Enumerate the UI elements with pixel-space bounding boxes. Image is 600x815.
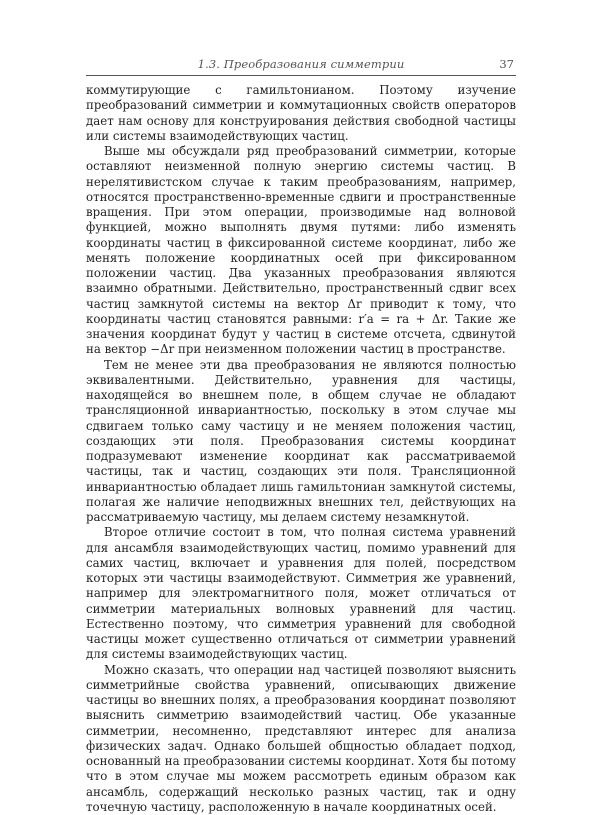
paragraph-5: Можно сказать, что операции над частицей позволяют выяснить симметрийные свойства уравнений, описывающих движение частицы во внешних полях, а преобразования координат позволяют выяснить симметрию взаимодействий частиц. Обе указанные симметрии, несомненно, представляют интерес для анализа физических задач. Однако большей общностью обладает подход, основанный на преобразовании системы координат. Хотя бы потому что в этом случае мы можем рассмотреть единым образом как ансамбль, содержащий несколько разных частиц, так и одну точечную частицу, расположенную в начале координатных осей. <box>86 663 516 815</box>
paragraph-2: Выше мы обсуждали ряд преобразований симметрии, которые оставляют неизменной полную энергию системы частиц. В нерелятивистском случае к таким преобразованиям, например, относятся пространственно-временные сдвиги и пространственные вращения. При этом операции, производимые над волновой функцией, можно выполнять двумя путями: либо изменять координаты частиц в фиксированной системе координат, либо же менять положение координатных осей при фиксированном положении частиц. Два указанных преобразования являются взаимно обратными. Действительно, пространственный сдвиг всех частиц замкнутой системы на вектор Δr приводит к тому, что координаты частиц становятся равными: r′a = ra + Δr. Такие же значения координат будут у частиц в системе отсчета, сдвинутой на вектор −Δr при неизменном положении частиц в пространстве. <box>86 144 516 358</box>
page-number: 37 <box>499 57 514 71</box>
page-body <box>86 83 516 815</box>
running-header <box>86 55 516 76</box>
paragraph-3: Тем не менее эти два преобразования не являются полностью эквивалентными. Действительно, уравнения для частицы, находящейся во внешнем поле, в общем случае не обладают трансляционной инвариантностью, поскольку в этом случае мы сдвигаем только саму частицу и не меняем положения частиц, создающих эти поля. Преобразования системы координат подразумевают изменение координат как рассматриваемой частицы, так и частиц, создающих эти поля. Трансляционной инвариантностью обладает лишь гамильтониан замкнутой системы, полагая же наличие неподвижных внешних тел, действующих на рассматриваемую частицу, мы делаем систему незамкнутой. <box>86 358 516 526</box>
paragraph-1: коммутирующие с гамильтонианом. Поэтому изучение преобразований симметрии и коммутационных свойств операторов дает нам основу для конструирования действия свободной частицы или системы взаимодействующих частиц. <box>86 83 516 144</box>
paragraph-4: Второе отличие состоит в том, что полная система уравнений для ансамбля взаимодействующих частиц, помимо уравнений для самих частиц, включает и уравнения для полей, посредством которых эти частицы взаимодействуют. Симметрия же уравнений, например для электромагнитного поля, может отличаться от симметрии материальных волновых уравнений для частиц. Естественно поэтому, что симметрия уравнений для свободной частицы может существенно отличаться от симметрии уравнений для системы взаимодействующих частиц. <box>86 525 516 662</box>
running-head-title: 1.3. Преобразования симметрии <box>186 57 416 71</box>
